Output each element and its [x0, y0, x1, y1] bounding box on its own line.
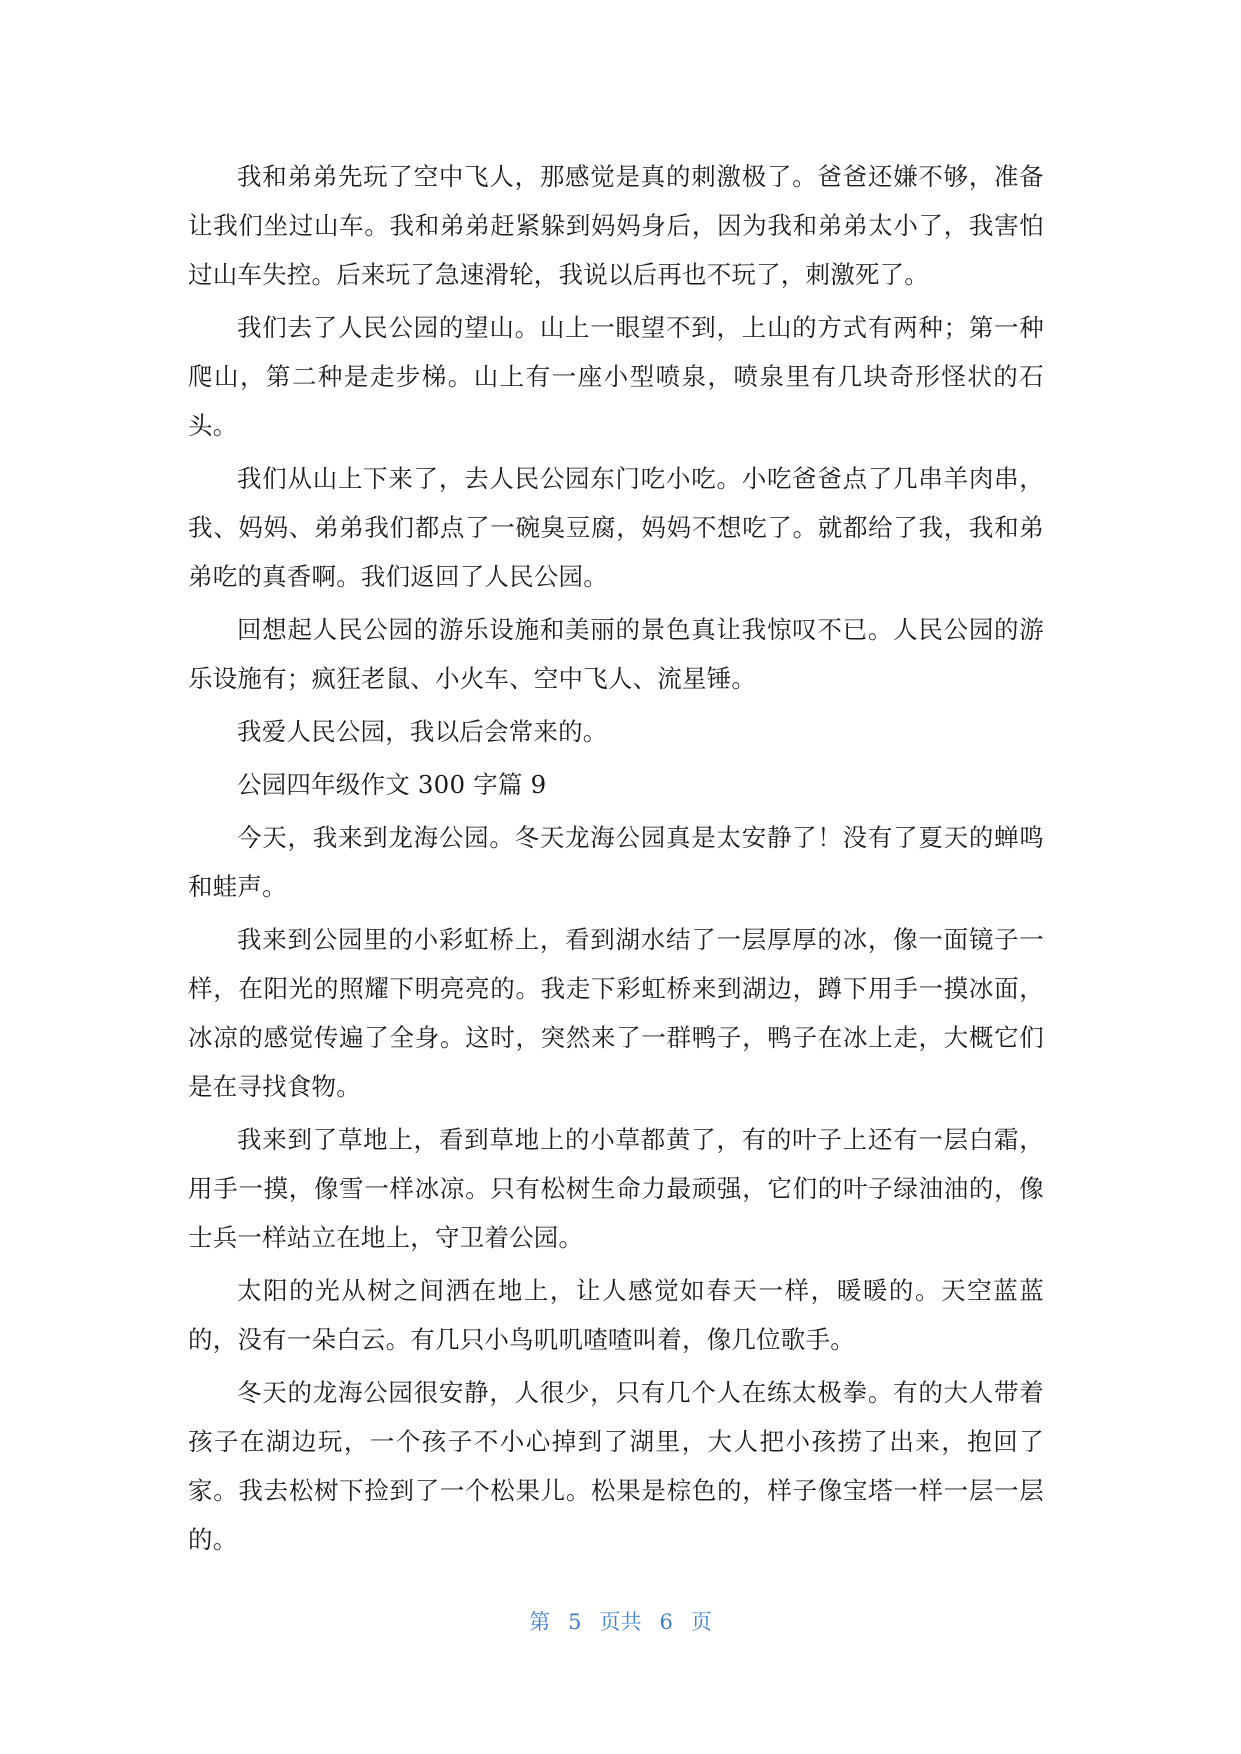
paragraph: 我来到了草地上，看到草地上的小草都黄了，有的叶子上还有一层白霜，用手一摸，像雪一样冰凉。只有松树生命力最顽强，它们的叶子绿油油的，像士兵一样站立在地上，守卫着公园。 [188, 1125, 1044, 1252]
document-body [188, 152, 1044, 1568]
page-footer [0, 1606, 1241, 1636]
footer-prefix: 第 [529, 1610, 551, 1634]
paragraph: 今天，我来到龙海公园。冬天龙海公园真是太安静了！没有了夏天的蝉鸣和蛙声。 [188, 823, 1044, 901]
footer-total-pages: 6 [659, 1610, 673, 1634]
paragraph: 我来到公园里的小彩虹桥上，看到湖水结了一层厚厚的冰，像一面镜子一样，在阳光的照耀下明亮亮的。我走下彩虹桥来到湖边，蹲下用手一摸冰面，冰凉的感觉传遍了全身。这时，突然来了一群鸭子，鸭子在冰上走，大概它们是在寻找食物。 [188, 925, 1044, 1101]
paragraph: 回想起人民公园的游乐设施和美丽的景色真让我惊叹不已。人民公园的游乐设施有；疯狂老鼠、小火车、空中飞人、流星锤。 [188, 615, 1044, 693]
section-heading: 公园四年级作文 300 字篇 9 [237, 770, 547, 799]
footer-suffix: 页 [690, 1610, 712, 1634]
paragraph: 太阳的光从树之间洒在地上，让人感觉如春天一样，暖暖的。天空蓝蓝的，没有一朵白云。有几只小鸟叽叽喳喳叫着，像几位歌手。 [188, 1276, 1044, 1354]
paragraph: 我们去了人民公园的望山。山上一眼望不到，上山的方式有两种；第一种爬山，第二种是走步梯。山上有一座小型喷泉，喷泉里有几块奇形怪状的石头。 [188, 313, 1044, 440]
footer-middle: 页共 [599, 1610, 642, 1634]
footer-current-page: 5 [568, 1610, 582, 1634]
paragraph: 我们从山上下来了，去人民公园东门吃小吃。小吃爸爸点了几串羊肉串，我、妈妈、弟弟我们都点了一碗臭豆腐，妈妈不想吃了。就都给了我，我和弟弟吃的真香啊。我们返回了人民公园。 [188, 464, 1044, 591]
paragraph: 我爱人民公园，我以后会常来的。 [237, 717, 608, 746]
paragraph: 我和弟弟先玩了空中飞人，那感觉是真的刺激极了。爸爸还嫌不够，准备让我们坐过山车。我和弟弟赶紧躲到妈妈身后，因为我和弟弟太小了，我害怕过山车失控。后来玩了急速滑轮，我说以后再也不玩了，刺激死了。 [188, 162, 1044, 289]
paragraph: 冬天的龙海公园很安静，人很少，只有几个人在练太极拳。有的大人带着孩子在湖边玩，一个孩子不小心掉到了湖里，大人把小孩捞了出来，抱回了家。我去松树下捡到了一个松果儿。松果是棕色的，样子像宝塔一样一层一层的。 [188, 1378, 1044, 1554]
